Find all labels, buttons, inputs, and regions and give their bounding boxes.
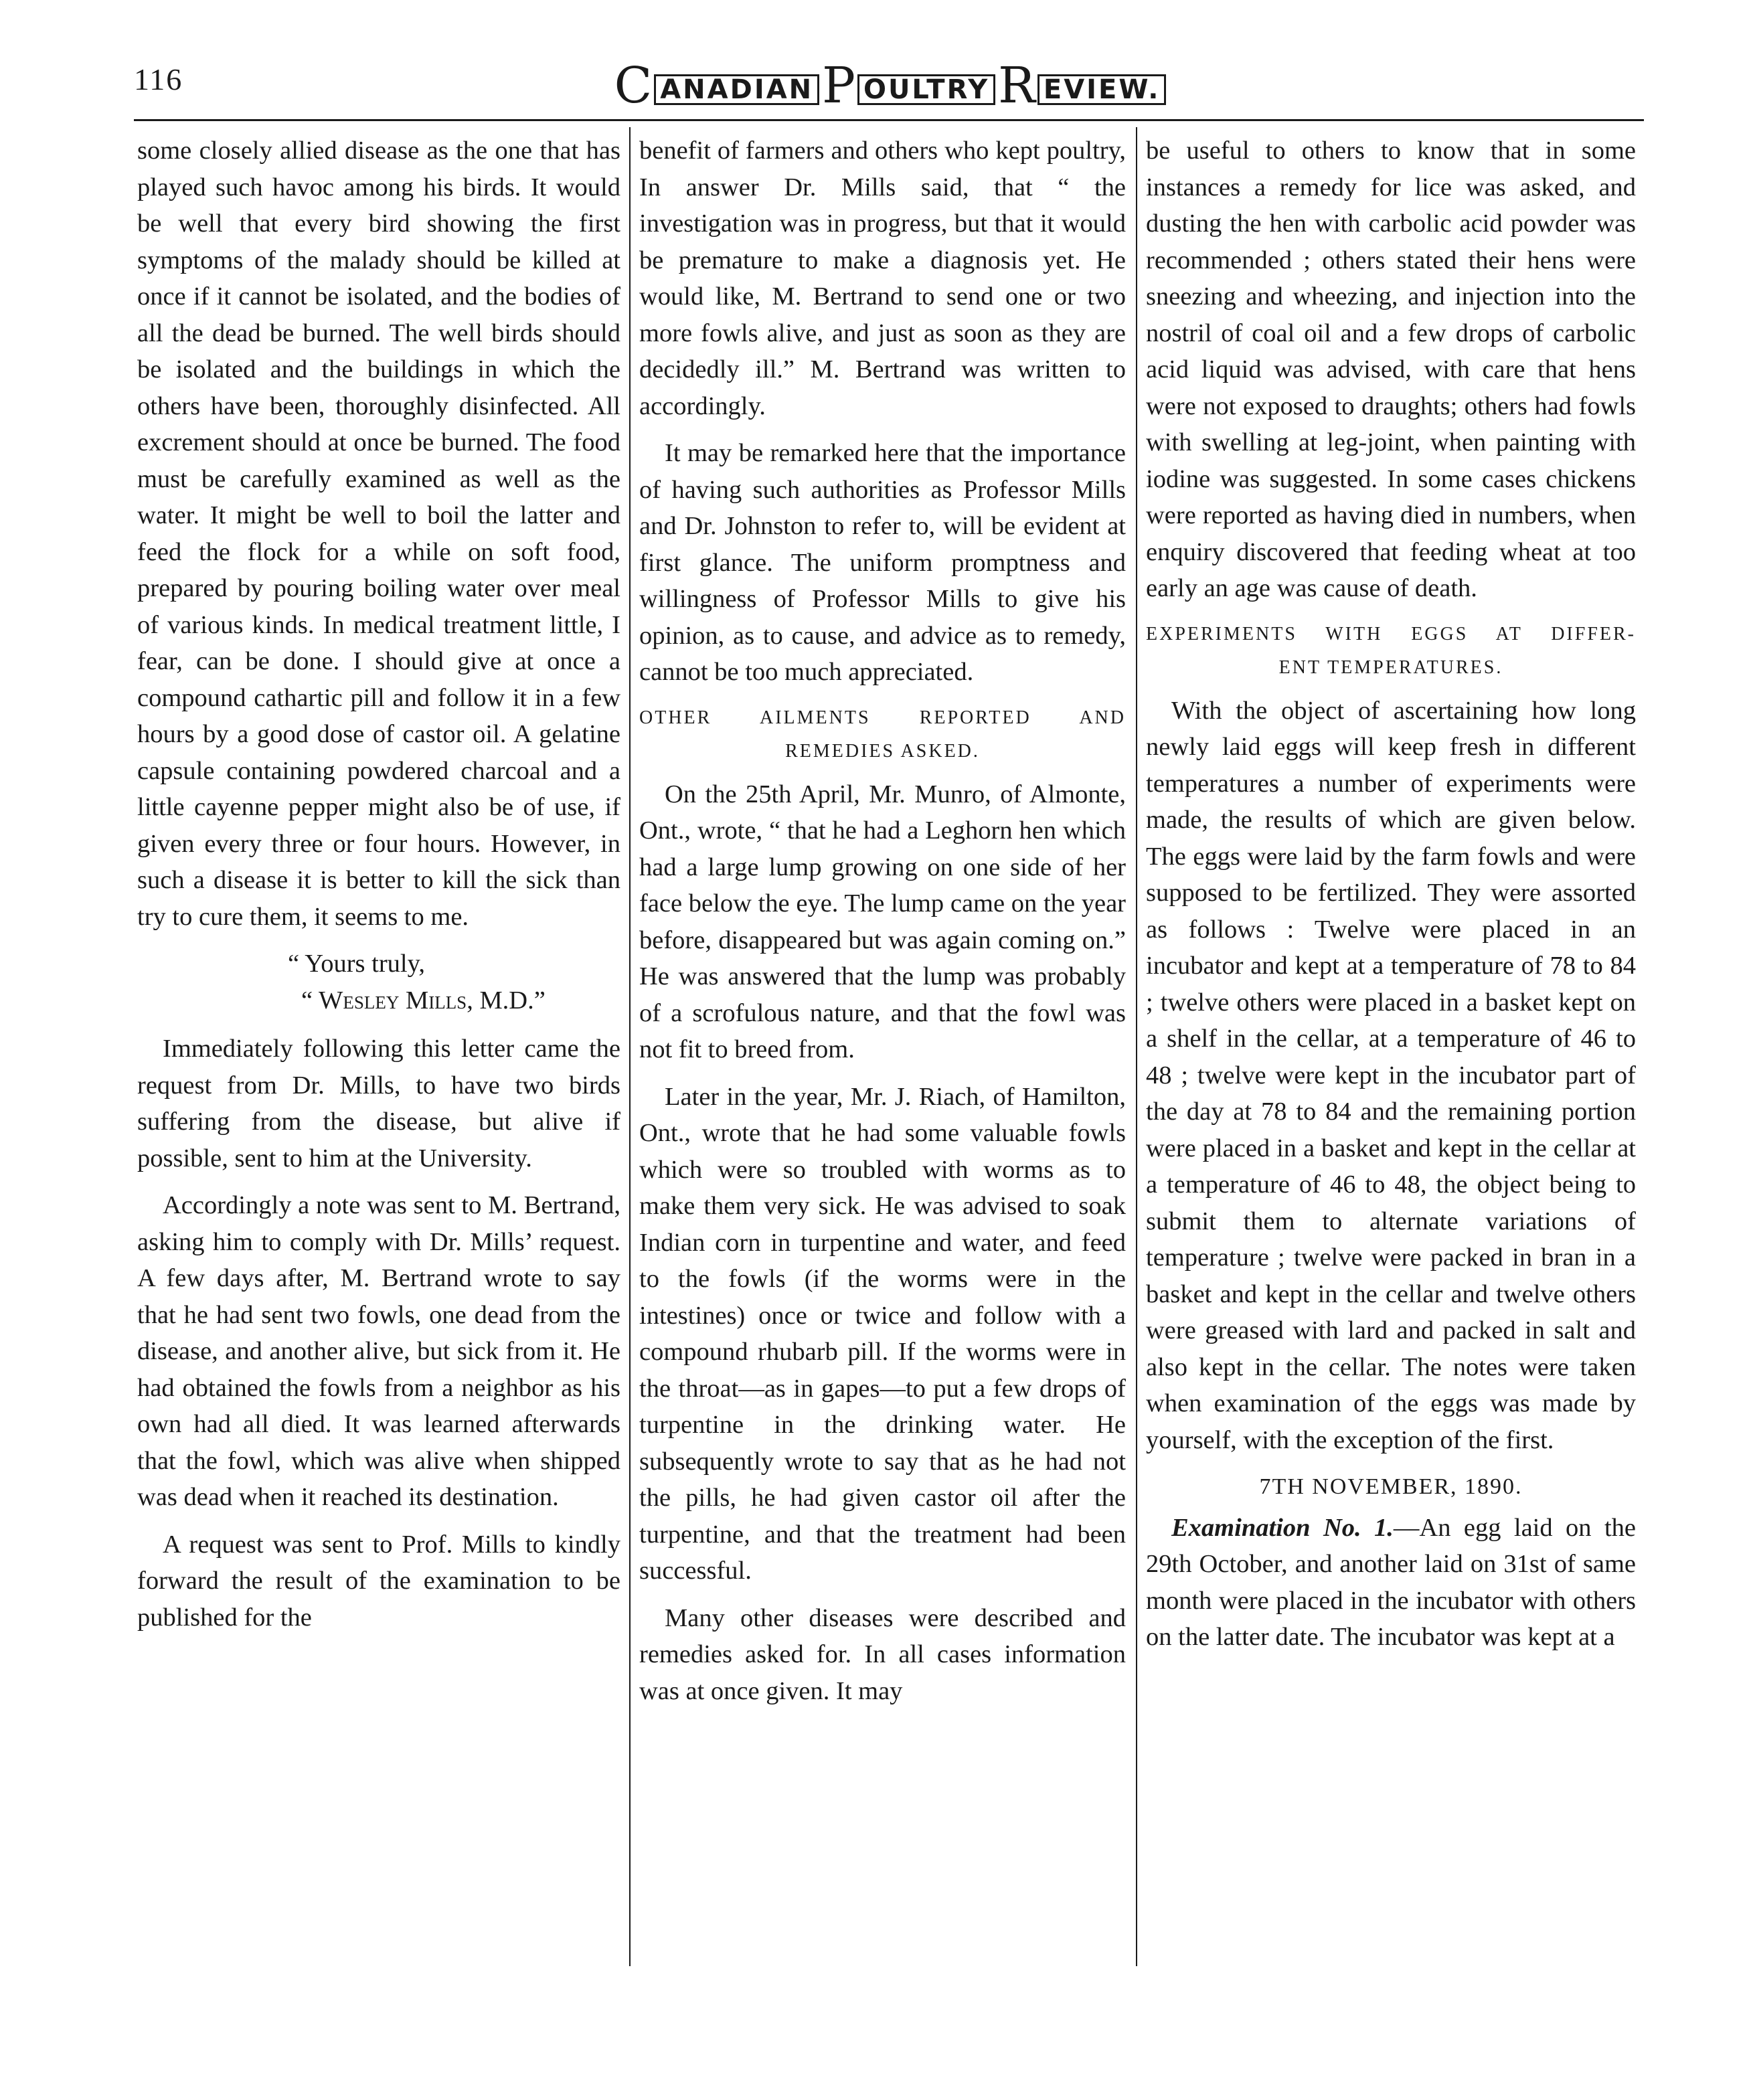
paragraph: Later in the year, Mr. J. Riach, of Hamilton, Ont., wrote that he had some valuable fowls which were so troubled with worms as to make them very sick. He was advised to soak Indian corn in turpentine and water, and feed to the fowls (if the worms were in the intestines) once or twice and follow with a compound rhubarb pill. If the worms were in the throat—as in gapes—to put a few drops of turpentine in the drinking water. He subsequently wrote to say that as he had not the pills, he had given castor oil after the turpentine, and that the treatment had been successful. (639, 1082, 1126, 1585)
paragraph: A request was sent to Prof. Mills to kindly forward the result of the examination to be published for the (137, 1530, 620, 1632)
masthead-word-review (998, 57, 1166, 114)
masthead-word-poultry (822, 57, 995, 114)
examination-label: Examination No. 1. (1171, 1513, 1394, 1542)
masthead-rest-oultry: OULTRY (857, 74, 995, 105)
paragraph: Accordingly a note was sent to M. Bertrand, asking him to comply with Dr. Mills’ request. A few days after, M. Bertrand wrote to say that he had sent two fowls, one dead from the disease, and another alive, but sick from it. He had obtained the fowls from a neighbor as his own had all died. It was learned afterwards that the fowl, which was alive when shipped was dead when it reached its destination. (137, 1191, 620, 1511)
paragraph: some closely allied disease as the one that has played such havoc among his birds. It would be well that every bird showing the first symptoms of the malady should be killed at once if it cannot be isolated, and the bodies of all the dead be burned. The well birds should be isolated and the buildings in which the others have been, thoroughly disinfected. All excrement should at once be burned. The food must be carefully examined as well as the water. It might be well to boil the latter and feed the flock for a while on soft food, prepared by pouring boiling water over meal of various kinds. In medical treatment little, I fear, can be done. I should give at once a compound cathartic pill and follow it in a few hours by a good dose of castor oil. A gelatine capsule containing powdered charcoal and a little cayenne pepper might also be of use, if given every three or four hours. However, in such a disease it is better to kill the sick than try to cure them, it seems to me. (137, 137, 620, 931)
paragraph: Many other diseases were described and remedies asked for. In all cases information was at once given. It may (639, 1603, 1126, 1705)
header-rule (134, 119, 1644, 121)
examination-text: —An egg laid on the 29th October, and another laid on 31st of same month were placed in the incubator with others on the latter date. The incubator was kept at a (1146, 1513, 1636, 1651)
section-heading-line: EXPERIMENTS WITH EGGS AT DIFFER- (1146, 623, 1636, 644)
column-1 (137, 133, 620, 1966)
masthead-rest-anadian: ANADIAN (654, 74, 819, 105)
masthead (606, 59, 1175, 112)
section-heading-line: OTHER AILMENTS REPORTED AND (639, 707, 1126, 728)
column-divider (629, 127, 631, 1966)
column-3 (1146, 133, 1636, 1966)
section-heading (1146, 618, 1636, 685)
masthead-title (614, 57, 1167, 114)
paragraph: be useful to others to know that in some instances a remedy for lice was asked, and dusting the hen with carbolic acid powder was recommended ; others stated their hens were sneezing and wheezing, and injection into the nostril of coal oil and a few drops of carbolic acid liquid was advised, with care that hens were not exposed to draughts; others had fowls with swelling at leg-joint, when painting with iodine was suggested. In some cases chickens were reported as having died in numbers, when enquiry discovered that feeding wheat at too early an age was cause of death. (1146, 137, 1636, 602)
paragraph: On the 25th April, Mr. Munro, of Almonte, Ont., wrote, “ that he had a Leghorn hen which had a large lump growing on one side of her face below the eye. The lump came on the year before, disappeared but was again coming on.” He was answered that the lump was probably of a scrofulous nature, and that the fowl was not fit to breed from. (639, 780, 1126, 1063)
page-number: 116 (134, 62, 183, 96)
masthead-word-canadian (614, 57, 820, 114)
paragraph: With the object of ascertaining how long newly laid eggs will keep fresh in different temperatures a number of experiments were made, the results of which are given below. The eggs were laid by the farm fowls and were supposed to be fertilized. They were assorted as follows : Twelve were placed in an incubator and kept at a temperature of 78 to 84 ; twelve others were placed in a basket kept on a shelf in the cellar, at a temperature of 46 to 48 ; twelve were kept in the incubator part of the day at 78 to 84 and the remaining portion were placed in a basket and kept in the cellar at a temperature of 46 to 48, the object being to submit them to alternate variations of temperature ; twelve were packed in bran in a basket and kept in the cellar and twelve others were greased with lard and packed in salt and also kept in the cellar. The notes were taken when examination of the eggs was made by yourself, with the exception of the first. (1146, 696, 1636, 1454)
masthead-initial-c: C (614, 57, 655, 114)
masthead-initial-p: P (822, 57, 857, 114)
paragraph (1146, 1510, 1636, 1656)
date-heading: 7TH NOVEMBER, 1890. (1259, 1474, 1523, 1499)
paragraph: benefit of farmers and others who kept poultry, In answer Dr. Mills said, that “ the investigation was in progress, but that it would be premature to make a diagnosis yet. He would like, M. Bertrand to send one or two more fowls alive, and just as soon as they are decidedly ill.” M. Bertrand was written to accordingly. (639, 137, 1126, 420)
letter-signature: “ Wesley Mills, M.D.” (301, 986, 546, 1015)
section-heading-line: ENT TEMPERATURES. (1278, 657, 1503, 678)
section-heading-line: REMEDIES ASKED. (785, 740, 980, 762)
letter-closing: “ Yours truly, (288, 950, 426, 978)
section-heading (639, 701, 1126, 768)
masthead-initial-r: R (998, 57, 1037, 114)
paragraph: It may be remarked here that the importance of having such authorities as Professor Mills and Dr. Johnston to refer to, will be evident at first glance. The uniform promptness and willingness of Professor Mills to give his opinion, as to cause, and advice as to remedy, cannot be too much appreciated. (639, 439, 1126, 686)
column-divider (1136, 127, 1137, 1966)
masthead-rest-eview: EVIEW. (1037, 74, 1167, 105)
paragraph: Immediately following this letter came the request from Dr. Mills, to have two birds suffering from the disease, but alive if possible, sent to him at the University. (137, 1035, 620, 1172)
column-2 (639, 133, 1126, 1966)
